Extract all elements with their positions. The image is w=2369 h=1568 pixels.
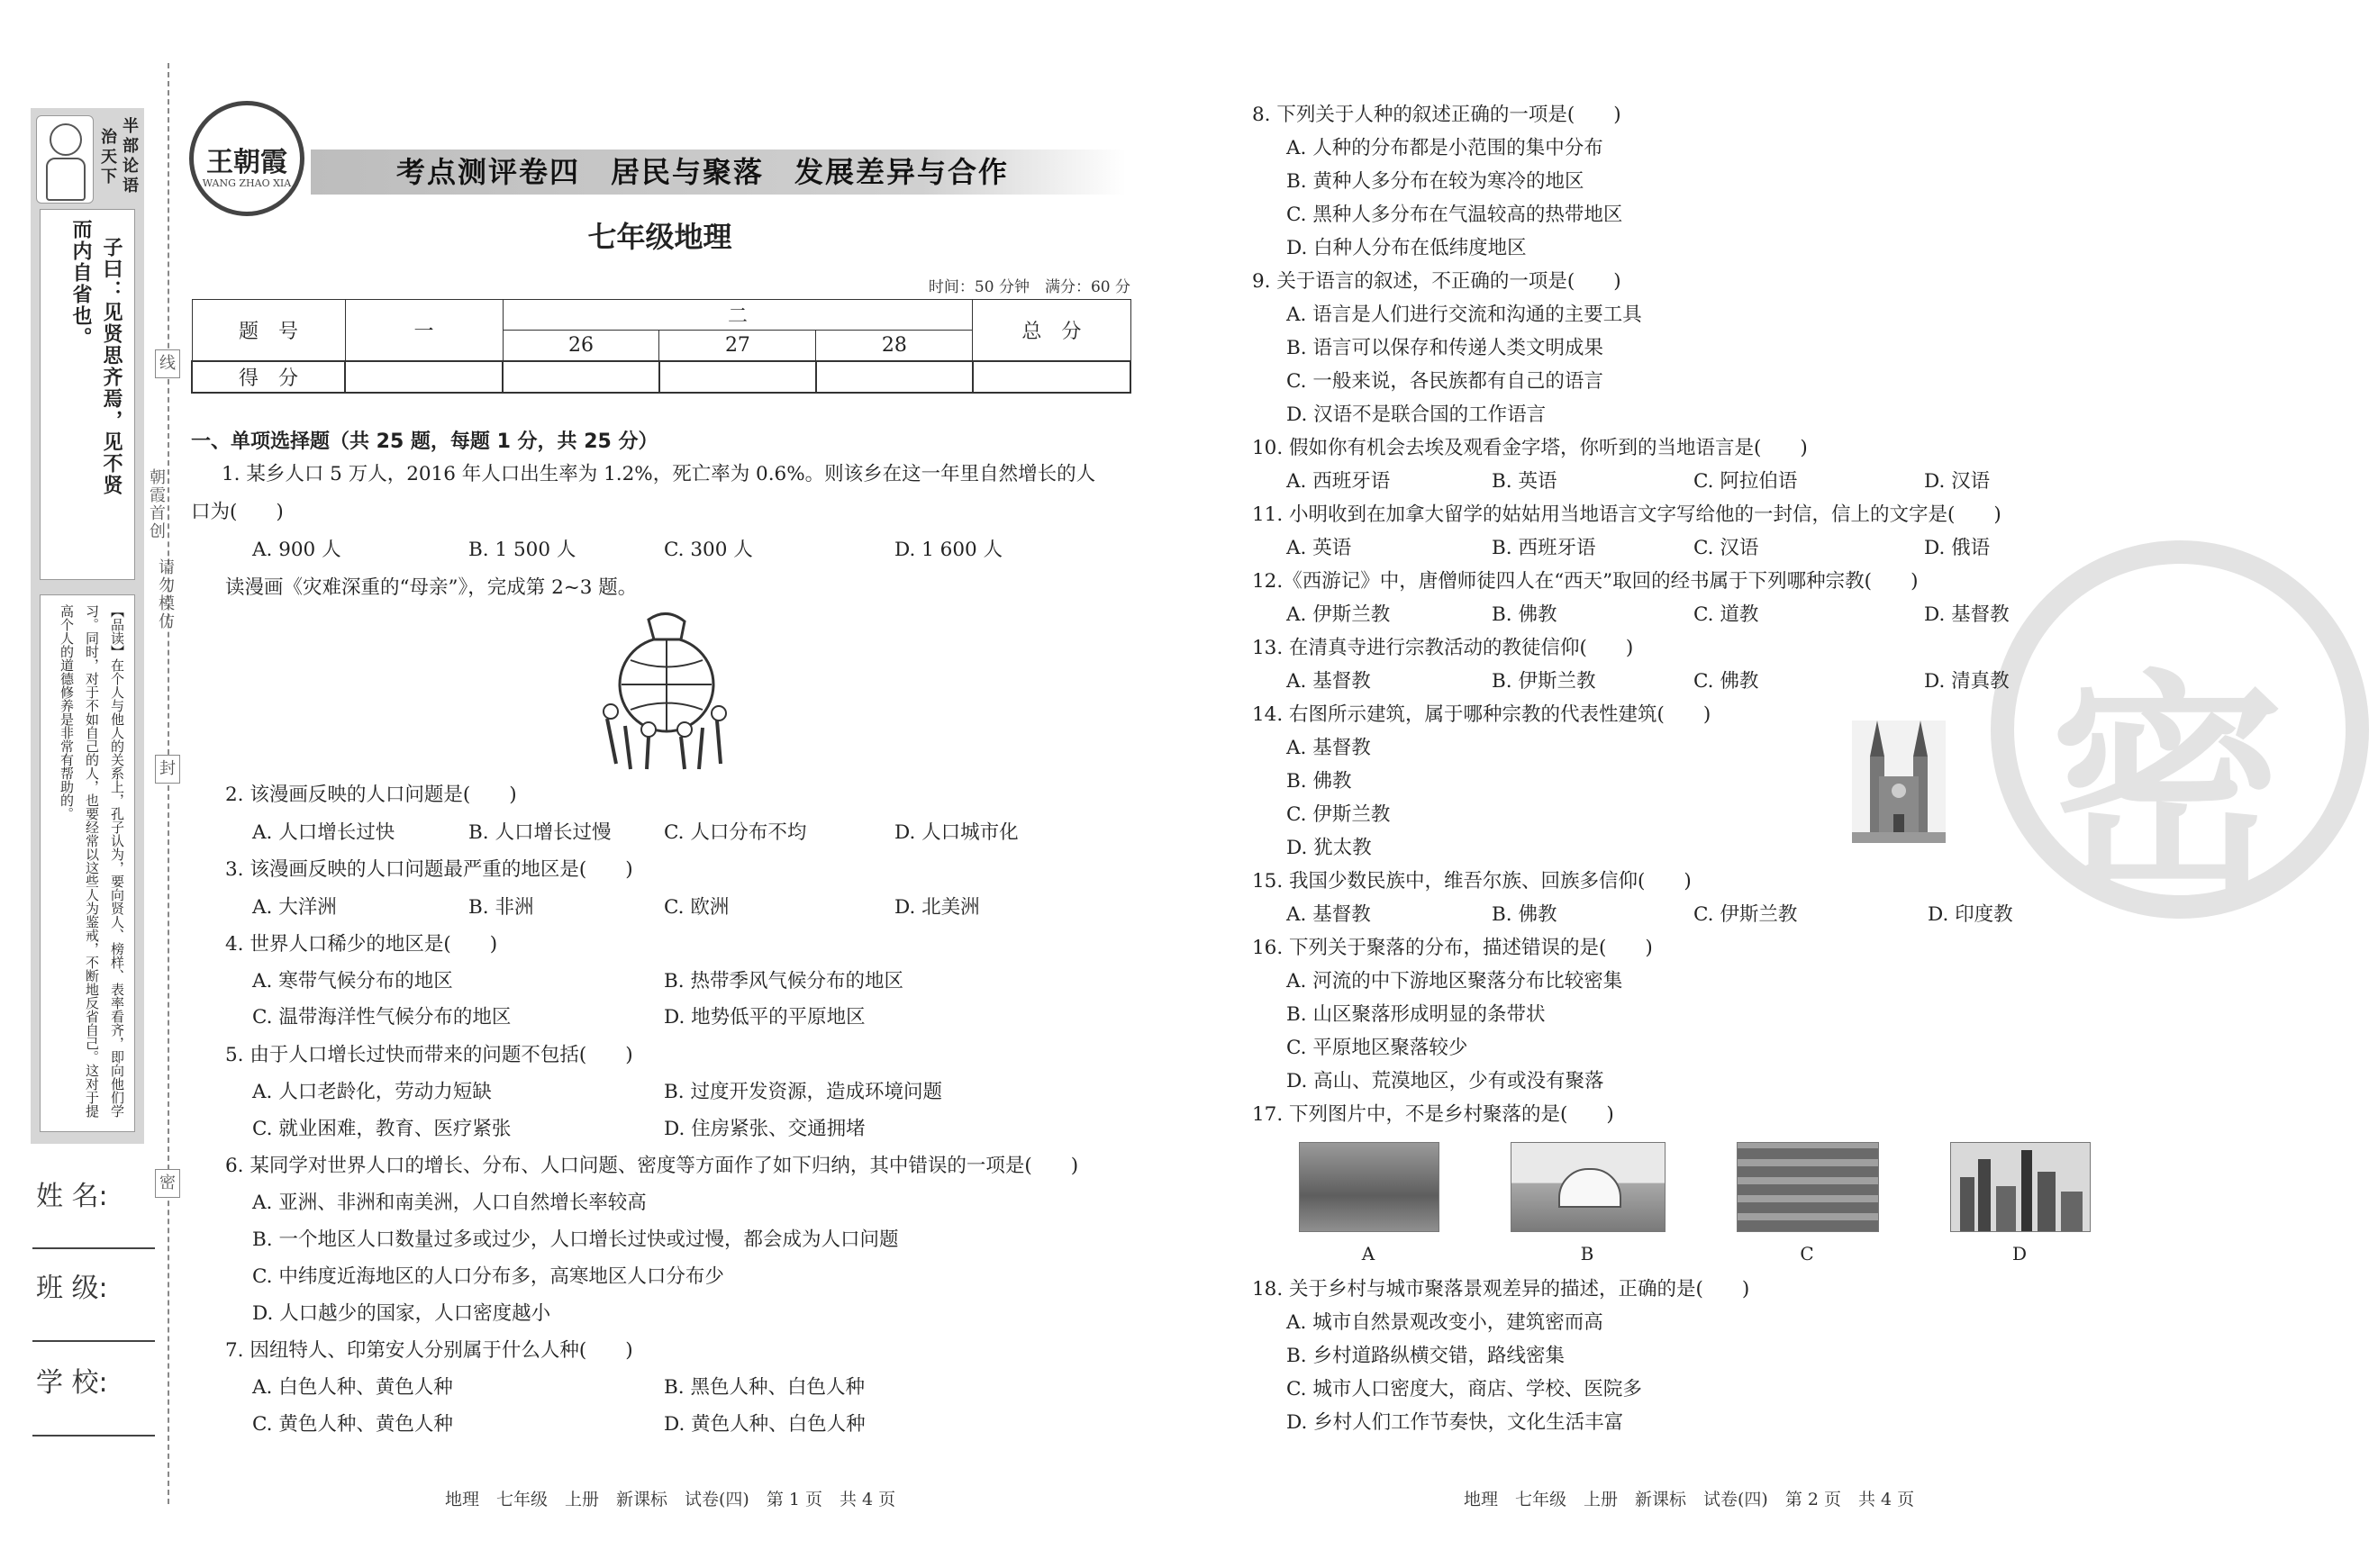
exam-title: 考点测评卷四 居民与聚落 发展差异与合作: [396, 155, 1010, 189]
q13-opt-b: B. 伊斯兰教: [1492, 670, 1596, 693]
page1-footer: 地理 七年级 上册 新课标 试卷(四) 第 1 页 共 4 页: [445, 1490, 896, 1509]
photo-a-village: [1299, 1142, 1439, 1232]
q2-stem: 2. 该漫画反映的人口问题是( ): [225, 784, 517, 806]
q14-opt-b: B. 佛教: [1286, 770, 1352, 793]
q4-opt-b: B. 热带季风气候分布的地区: [664, 970, 903, 992]
seal-char-mi: 密: [155, 1169, 180, 1198]
q16-opt-c: C. 平原地区聚落较少: [1286, 1037, 1468, 1059]
name-label: 姓 名:: [36, 1181, 108, 1212]
q15-stem: 15. 我国少数民族中，维吾尔族、回族多信仰( ): [1252, 870, 1692, 893]
q6-opt-a: A. 亚洲、非洲和南美洲，人口自然增长率较高: [252, 1192, 647, 1214]
photo-a-label: A: [1361, 1243, 1375, 1264]
comic-intro: 读漫画《灾难深重的“母亲”》，完成第 2~3 题。: [225, 576, 638, 599]
score-table: [191, 299, 1131, 394]
th-total: 总 分: [973, 300, 1130, 362]
th-part-two: 二: [503, 300, 973, 331]
q8-opt-b: B. 黄种人多分布在较为寒冷的地区: [1286, 170, 1584, 193]
q2-opt-a: A. 人口增长过快: [252, 821, 395, 844]
q13-stem: 13. 在清真寺进行宗教活动的教徒信仰( ): [1252, 637, 1634, 659]
q14-stem: 14. 右图所示建筑，属于哪种宗教的代表性建筑( ): [1252, 703, 1711, 726]
class-label: 班 级:: [36, 1273, 108, 1304]
q16-opt-a: A. 河流的中下游地区聚落分布比较密集: [1286, 970, 1623, 992]
q1-opt-d: D. 1 600 人: [894, 539, 1003, 561]
q6-opt-b: B. 一个地区人口数量过多或过少，人口增长过快或过慢，都会成为人口问题: [252, 1228, 899, 1251]
q8-stem: 8. 下列关于人种的叙述正确的一项是( ): [1252, 104, 1621, 126]
q1-opt-c: C. 300 人: [664, 539, 753, 561]
q9-opt-c: C. 一般来说，各民族都有自己的语言: [1286, 370, 1603, 393]
q4-opt-a: A. 寒带气候分布的地区: [252, 970, 453, 992]
score-total[interactable]: [973, 361, 1130, 393]
q1-stem-cont: 口为( ): [191, 501, 284, 523]
th-q26: 26: [503, 331, 659, 362]
q15-opt-a: A. 基督教: [1286, 903, 1371, 926]
q18-opt-a: A. 城市自然景观改变小，建筑密而高: [1286, 1311, 1603, 1334]
q1-stem: 1. 某乡人口 5 万人，2016 年人口出生率为 1.2%，死亡率为 0.6%。则该乡在这一年里自然增长的人: [222, 463, 1096, 485]
commentary-line2: 习。同时，对于不如自己的人，也要经常以这些人为鉴戒，不断地反省自己。这对于提: [84, 604, 100, 1118]
q8-opt-c: C. 黑种人多分布在气温较高的热带地区: [1286, 204, 1623, 226]
q15-opt-d: D. 印度教: [1928, 903, 2013, 926]
q14-opt-c: C. 伊斯兰教: [1286, 803, 1391, 826]
q13-opt-a: A. 基督教: [1286, 670, 1371, 693]
school-field[interactable]: [32, 1435, 155, 1437]
th-part-one: 一: [345, 300, 503, 362]
q5-opt-c: C. 就业困难，教育、医疗紧张: [252, 1118, 512, 1140]
q13-opt-c: C. 佛教: [1693, 670, 1759, 693]
name-field[interactable]: [32, 1247, 155, 1249]
q5-opt-d: D. 住房紧张、交通拥堵: [664, 1118, 866, 1140]
logo-subtext: WANG ZHAO XIA: [202, 177, 292, 189]
photo-b-yurt: [1511, 1142, 1666, 1232]
quote-line1: 子曰：见贤思齐焉，见不贤: [100, 237, 123, 496]
q12-opt-d: D. 基督教: [1924, 603, 2010, 626]
q3-opt-a: A. 大洋洲: [252, 896, 337, 919]
q8-opt-a: A. 人种的分布都是小范围的集中分布: [1286, 137, 1603, 159]
th-question-no: 题 号: [192, 300, 345, 362]
q2-opt-b: B. 人口增长过慢: [468, 821, 612, 844]
logo-text: 王朝霞: [206, 147, 287, 178]
motto-panel: [31, 108, 144, 1144]
q7-opt-b: B. 黑色人种、白色人种: [664, 1376, 865, 1399]
q14-opt-d: D. 犹太教: [1286, 837, 1372, 859]
q16-opt-d: D. 高山、荒漠地区，少有或没有聚落: [1286, 1070, 1604, 1092]
stamp-line2: 请勿模仿: [156, 558, 175, 630]
photo-d-city: [1950, 1142, 2091, 1232]
q5-opt-a: A. 人口老龄化，劳动力短缺: [252, 1081, 492, 1103]
q9-opt-a: A. 语言是人们进行交流和沟通的主要工具: [1286, 304, 1642, 326]
q12-stem: 12.《西游记》中，唐僧师徒四人在“西天”取回的经书属于下列哪种宗教( ): [1252, 570, 1919, 593]
q11-stem: 11. 小明收到在加拿大留学的姑姑用当地语言文字写给他的一封信，信上的文字是( ): [1252, 503, 2001, 526]
q8-opt-d: D. 白种人分布在低纬度地区: [1286, 237, 1527, 259]
comic-illustration: [595, 611, 730, 771]
q13-opt-d: D. 清真教: [1924, 670, 2010, 693]
q15-opt-c: C. 伊斯兰教: [1693, 903, 1798, 926]
q18-stem: 18. 关于乡村与城市聚落景观差异的描述，正确的是( ): [1252, 1278, 1750, 1301]
confucius-cartoon: [36, 115, 94, 204]
commentary-box: [40, 594, 135, 1132]
q9-opt-d: D. 汉语不是联合国的工作语言: [1286, 403, 1547, 426]
q7-opt-d: D. 黄色人种、白色人种: [664, 1413, 866, 1436]
th-score: 得 分: [192, 361, 345, 393]
q6-opt-d: D. 人口越少的国家，人口密度越小: [252, 1302, 551, 1325]
q3-opt-b: B. 非洲: [468, 896, 534, 919]
q4-stem: 4. 世界人口稀少的地区是( ): [225, 933, 498, 956]
church-photo: [1852, 721, 1946, 843]
q18-opt-d: D. 乡村人们工作节奏快，文化生活丰富: [1286, 1411, 1624, 1434]
q7-stem: 7. 因纽特人、印第安人分别属于什么人种( ): [225, 1339, 633, 1362]
score-q26[interactable]: [503, 361, 659, 393]
q1-opt-b: B. 1 500 人: [468, 539, 576, 561]
secret-watermark: 密: [1991, 540, 2369, 919]
q5-opt-b: B. 过度开发资源，造成环境问题: [664, 1081, 942, 1103]
section-heading: 一、单项选择题（共 25 题，每题 1 分，共 25 分）: [191, 431, 658, 453]
seal-char-feng: 封: [155, 755, 180, 784]
q10-opt-d: D. 汉语: [1924, 470, 1991, 493]
quote-line2: 而内自省也。: [69, 219, 92, 349]
seal-dash-line: [168, 63, 169, 1504]
q15-opt-b: B. 佛教: [1492, 903, 1557, 926]
q4-opt-c: C. 温带海洋性气候分布的地区: [252, 1006, 512, 1029]
score-q28[interactable]: [816, 361, 973, 393]
q10-opt-b: B. 英语: [1492, 470, 1557, 493]
q9-opt-b: B. 语言可以保存和传递人类文明成果: [1286, 337, 1603, 359]
q12-opt-b: B. 佛教: [1492, 603, 1557, 626]
q3-stem: 3. 该漫画反映的人口问题最严重的地区是( ): [225, 858, 633, 881]
photo-c-label: C: [1800, 1243, 1814, 1264]
q6-stem: 6. 某同学对世界人口的增长、分布、人口问题、密度等方面作了如下归纳，其中错误的一项是( ): [225, 1155, 1079, 1177]
q18-opt-c: C. 城市人口密度大，商店、学校、医院多: [1286, 1378, 1642, 1400]
q10-opt-a: A. 西班牙语: [1286, 470, 1391, 493]
motto-banner-line1: 半部论语: [120, 117, 139, 196]
stamp-line1: 朝霞首创: [147, 468, 166, 540]
q2-opt-c: C. 人口分布不均: [664, 821, 807, 844]
seal-char-xian: 线: [155, 349, 180, 378]
time-info: 时间：50 分钟 满分：60 分: [928, 278, 1130, 296]
photo-c-cave-dwelling: [1737, 1142, 1879, 1232]
q5-stem: 5. 由于人口增长过快而带来的问题不包括( ): [225, 1044, 633, 1066]
q10-stem: 10. 假如你有机会去埃及观看金字塔，你听到的当地语言是( ): [1252, 437, 1808, 459]
q7-opt-a: A. 白色人种、黄色人种: [252, 1376, 453, 1399]
q10-opt-c: C. 阿拉伯语: [1693, 470, 1798, 493]
q3-opt-d: D. 北美洲: [894, 896, 980, 919]
th-q28: 28: [816, 331, 973, 362]
publisher-logo: [189, 101, 304, 216]
q18-opt-b: B. 乡村道路纵横交错，路线密集: [1286, 1345, 1565, 1367]
page2-footer: 地理 七年级 上册 新课标 试卷(四) 第 2 页 共 4 页: [1464, 1490, 1915, 1509]
photo-b-label: B: [1580, 1243, 1594, 1264]
quote-box: [40, 209, 135, 580]
q7-opt-c: C. 黄色人种、黄色人种: [252, 1413, 453, 1436]
commentary-line1: 【品读】在个人与他人的关系上，孔子认为，要向贤人、榜样、表率看齐，即向他们学: [109, 604, 125, 1118]
q16-stem: 16. 下列关于聚落的分布，描述错误的是( ): [1252, 937, 1653, 959]
photo-d-label: D: [2011, 1243, 2028, 1264]
class-field[interactable]: [32, 1340, 155, 1342]
score-part-one[interactable]: [345, 361, 503, 393]
q11-opt-c: C. 汉语: [1693, 537, 1759, 559]
q2-opt-d: D. 人口城市化: [894, 821, 1019, 844]
q14-opt-a: A. 基督教: [1286, 737, 1371, 759]
q3-opt-c: C. 欧洲: [664, 896, 730, 919]
score-q27[interactable]: [659, 361, 816, 393]
q11-opt-a: A. 英语: [1286, 537, 1352, 559]
q1-opt-a: A. 900 人: [252, 539, 341, 561]
q12-opt-a: A. 伊斯兰教: [1286, 603, 1391, 626]
q4-opt-d: D. 地势低平的平原地区: [664, 1006, 866, 1029]
q9-stem: 9. 关于语言的叙述，不正确的一项是( ): [1252, 270, 1621, 293]
q17-stem: 17. 下列图片中，不是乡村聚落的是( ): [1252, 1103, 1614, 1126]
subject-title: 七年级地理: [587, 220, 732, 254]
binding-margin: [0, 0, 171, 1568]
q11-opt-d: D. 俄语: [1924, 537, 1991, 559]
q16-opt-b: B. 山区聚落形成明显的条带状: [1286, 1003, 1546, 1026]
school-label: 学 校:: [36, 1367, 108, 1399]
q12-opt-c: C. 道教: [1693, 603, 1759, 626]
q11-opt-b: B. 西班牙语: [1492, 537, 1596, 559]
motto-banner-line2: 治天下: [98, 128, 117, 187]
q6-opt-c: C. 中纬度近海地区的人口分布多，高寒地区人口分布少: [252, 1265, 724, 1288]
th-q27: 27: [659, 331, 816, 362]
commentary-line3: 高个人的道德修养是非常有帮助的。: [59, 604, 75, 820]
